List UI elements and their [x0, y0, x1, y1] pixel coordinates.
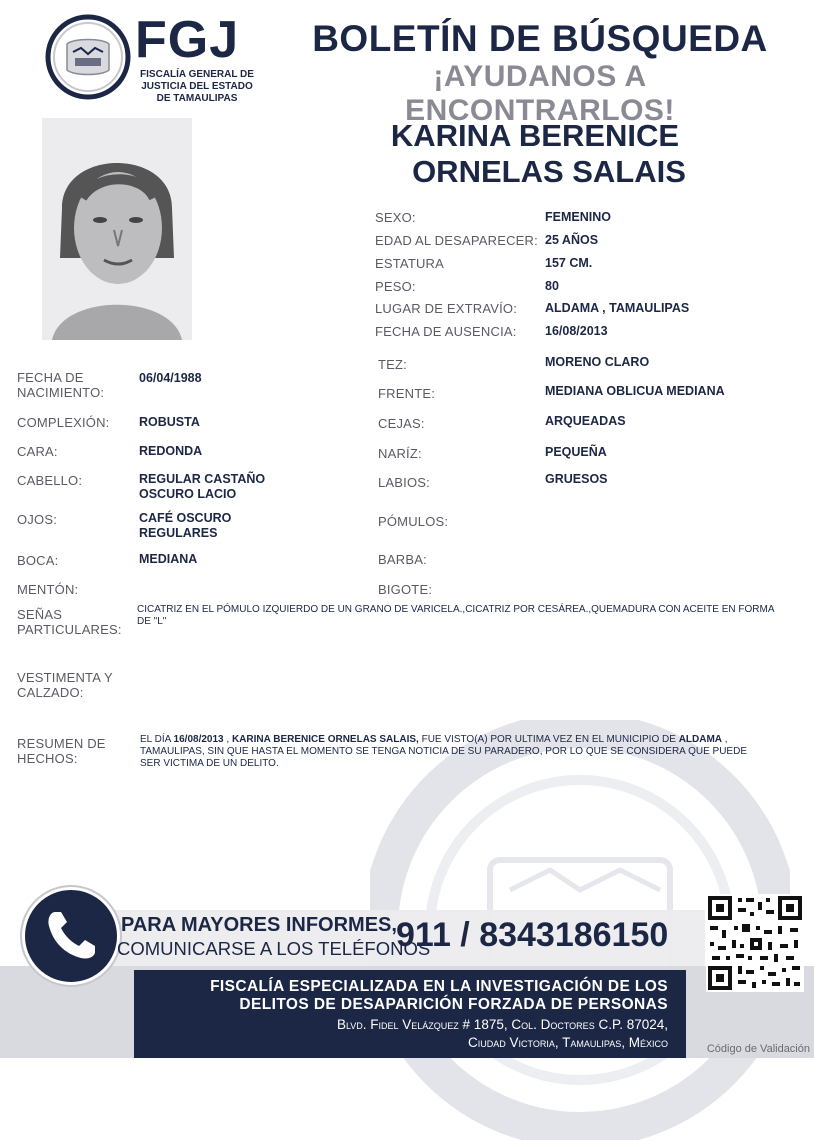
- detail-value-boca: MEDIANA: [139, 552, 198, 566]
- informes-text: PARA MAYORES INFORMES,: [121, 914, 397, 936]
- logo-text: FGJ: [135, 11, 240, 69]
- phone-circle: [22, 887, 120, 985]
- detail-label-frente: FRENTE:: [378, 386, 436, 401]
- logo-sub-1: FISCALÍA GENERAL DE: [140, 69, 254, 80]
- detail-value-frente: MEDIANA OBLICUA MEDIANA: [545, 384, 725, 398]
- field-value-estatura: 157 CM.: [545, 256, 593, 270]
- phone-icon: [25, 890, 117, 982]
- field-value-edad: 25 AÑOS: [545, 233, 599, 247]
- fgj-logo: [45, 11, 265, 114]
- comunicarse-text: COMUNICARSE A LOS TELÉFONOS: [117, 938, 431, 959]
- page-title: BOLETÍN DE BÚSQUEDA: [312, 18, 768, 59]
- person-name-line1: KARINA BERENICE: [390, 118, 680, 153]
- vestimenta-label: VESTIMENTA Y CALZADO:: [17, 670, 113, 700]
- field-label-sexo: SEXO:: [375, 210, 416, 225]
- field-label-estatura: ESTATURA: [375, 256, 445, 271]
- resumen-p3: FUE VISTO(A) POR ULTIMA VEZ EN EL MUNICIPIO DE: [418, 734, 679, 745]
- person-name-line2: ORNELAS SALAIS: [412, 154, 686, 189]
- validacion-label: Código de Validación: [706, 1043, 810, 1055]
- detail-value-cejas: ARQUEADAS: [545, 414, 626, 428]
- fiscalia-line1: FISCALÍA ESPECIALIZADA EN LA INVESTIGACIÓN DE LOS: [210, 978, 668, 995]
- state-seal-icon: [45, 14, 131, 100]
- detail-label-barba: BARBA:: [378, 552, 427, 567]
- phone-number: 911 / 8343186150: [396, 916, 669, 954]
- detail-label-tez: TEZ:: [378, 357, 407, 372]
- detail-value-labios: GRUESOS: [545, 472, 608, 486]
- detail-value-ojos: CAFÉ OSCURO REGULARES: [139, 511, 232, 540]
- detail-label-cara: CARA:: [17, 444, 58, 459]
- resumen-p4: , TAMAULIPAS, SIN QUE HASTA EL MOMENTO SE TENGA NOTICIA DE SU PARADERO, POR LO QUE SE CONSIDERA QUE PUEDE SER VICTIMA DE UN DELITO.: [140, 734, 747, 769]
- field-value-sexo: FEMENINO: [545, 210, 611, 224]
- detail-label-ojos: OJOS:: [17, 512, 58, 527]
- field-value-lugar: ALDAMA , TAMAULIPAS: [545, 301, 690, 315]
- detail-label-pomulos: PÓMULOS:: [378, 514, 449, 529]
- detail-label-menton: MENTÓN:: [17, 582, 79, 597]
- field-value-fecha-ausencia: 16/08/2013: [545, 324, 608, 338]
- detail-label-nariz: NARÍZ:: [378, 446, 422, 461]
- resumen-label: RESUMEN DE HECHOS:: [17, 736, 106, 766]
- field-label-fecha-ausencia: FECHA DE AUSENCIA:: [375, 324, 517, 339]
- detail-value-nariz: PEQUEÑA: [545, 445, 607, 459]
- senas-label: SEÑAS PARTICULARES:: [17, 607, 122, 637]
- field-label-lugar: LUGAR DE EXTRAVÍO:: [375, 301, 518, 316]
- detail-label-boca: BOCA:: [17, 553, 59, 568]
- logo-sub-2: JUSTICIA DEL ESTADO: [141, 81, 253, 92]
- detail-label-complexion: COMPLEXIÓN:: [17, 415, 110, 430]
- detail-label-cabello: CABELLO:: [17, 473, 83, 488]
- resumen-text: [140, 734, 770, 770]
- person-photo: [42, 118, 192, 340]
- page-subtitle: ¡AYUDANOS A ENCONTRARLOS!: [405, 60, 675, 127]
- resumen-p2: ,: [223, 734, 232, 745]
- detail-value-cabello: REGULAR CASTAÑO OSCURO LACIO: [139, 472, 266, 501]
- detail-label-labios: LABIOS:: [378, 475, 430, 490]
- resumen-date: 16/08/2013: [173, 734, 224, 745]
- senas-value: CICATRIZ EN EL PÓMULO IZQUIERDO DE UN GRANO DE VARICELA.,CICATRIZ POR CESÁREA.,QUEMADURA CON ACEITE EN FORMA DE "L": [137, 604, 774, 627]
- detail-value-tez: MORENO CLARO: [545, 355, 650, 369]
- detail-label-cejas: CEJAS:: [378, 416, 425, 431]
- address-line2: Ciudad Victoria, Tamaulipas, México: [468, 1035, 668, 1050]
- fiscalia-line2: DELITOS DE DESAPARICIÓN FORZADA DE PERSONAS: [239, 996, 668, 1013]
- field-label-peso: PESO:: [375, 279, 416, 294]
- qr-code-icon: [706, 894, 804, 992]
- detail-value-nacimiento: 06/04/1988: [139, 371, 202, 385]
- resumen-place: ALDAMA: [678, 734, 723, 745]
- detail-label-nacimiento: FECHA DE NACIMIENTO:: [17, 370, 105, 400]
- logo-sub-3: DE TAMAULIPAS: [156, 93, 238, 104]
- resumen-name: KARINA BERENICE ORNELAS SALAIS,: [231, 734, 419, 745]
- address-line1: Blvd. Fidel Velázquez # 1875, Col. Doctores C.P. 87024,: [336, 1017, 668, 1032]
- field-label-edad: EDAD AL DESAPARECER:: [375, 233, 538, 248]
- detail-value-cara: REDONDA: [139, 444, 203, 458]
- resumen-p1: EL DÍA: [140, 734, 174, 745]
- detail-value-complexion: ROBUSTA: [139, 415, 200, 429]
- field-value-peso: 80: [545, 279, 559, 293]
- detail-label-bigote: BIGOTE:: [378, 582, 433, 597]
